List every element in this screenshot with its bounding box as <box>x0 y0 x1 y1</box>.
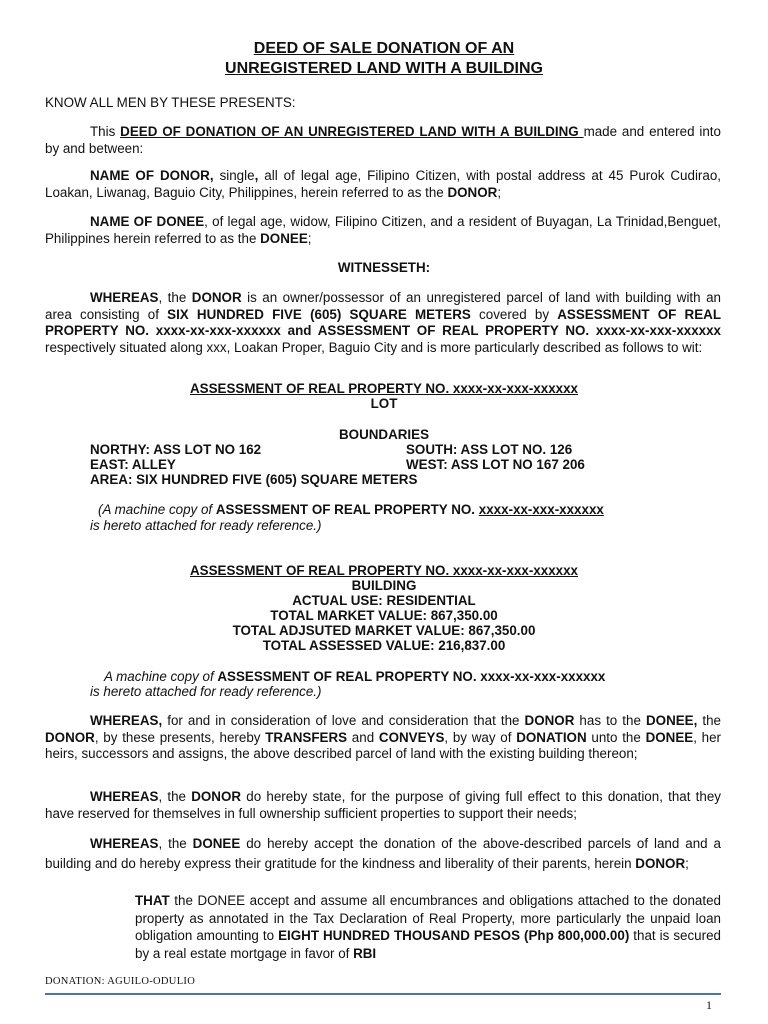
lot-arp-heading: ASSESSMENT OF REAL PROPERTY NO. xxxx-xx-xxx-xxxxxx <box>190 381 578 396</box>
building-arp-heading: ASSESSMENT OF REAL PROPERTY NO. xxxx-xx-xxx-xxxxxx <box>190 563 578 578</box>
lot-attachment-note: (A machine copy of ASSESSMENT OF REAL PROPERTY NO. xxxx-xx-xxx-xxxxxx <box>98 502 604 517</box>
that-paragraph: THAT the DONEE accept and assume all encumbrances and obligations attached to the donated property as annotated in the Tax Declaration of Real Property, more particularly the unpaid loan obligation amounting to EIGHT HUNDRED THOUSAND PESOS (Php 800,000.00) that is secured by a real estate mortgage in favor of RBI <box>135 893 721 961</box>
whereas-donation-paragraph: WHEREAS, for and in consideration of love and consideration that the DONOR has to the DONEE, the DONOR, by these presents, hereby TRANSFERS and CONVEYS, by way of DONATION unto the DONEE, her heirs, successors and assigns, the above described parcel of land with the existing building thereon; <box>45 713 722 761</box>
boundary-north: NORTHY: ASS LOT NO 162 <box>90 442 262 457</box>
boundary-south: SOUTH: ASS LOT NO. 126 <box>406 442 573 457</box>
whereas-accept-paragraph: WHEREAS, the DONEE do hereby accept the donation of the above-described parcels of land and a building and do hereby express their gratitude for the kindness and liberality of their parents, herein DONOR; <box>45 836 721 871</box>
boundary-west: WEST: ASS LOT NO 167 206 <box>406 457 585 472</box>
document-title-line2: UNREGISTERED LAND WITH A BUILDING <box>225 60 543 77</box>
donee-paragraph: NAME OF DONEE, of legal age, widow, Filipino Citizen, and a resident of Buyagan, La Trinidad,Benguet, Philippines herein referred to as the DONEE; <box>45 214 721 246</box>
boundaries-heading: BOUNDARIES <box>338 427 430 442</box>
building-label: BUILDING <box>351 578 417 593</box>
lot-label: LOT <box>370 396 398 411</box>
whereas-owner-paragraph: WHEREAS, the DONOR is an owner/possessor of an unregistered parcel of land with building with an area consisting of SIX HUNDRED FIVE (605) SQUARE METERS covered by ASSESSMENT OF REAL PROPERTY NO. xxxx-xx-xxx-xxxxxx and ASSESSMENT OF REAL PROPERTY NO. xxxx-xx-xxx-xxxxxx respectively situated along xxx, Loakan Proper, Baguio City and is more particularly described as follows to wit: <box>45 290 721 355</box>
boundary-east: EAST: ALLEY <box>90 457 176 472</box>
footer-divider <box>45 993 721 995</box>
know-all-men: KNOW ALL MEN BY THESE PRESENTS: <box>45 95 296 110</box>
lot-attachment-note-end: is hereto attached for ready reference.) <box>90 518 322 533</box>
total-assessed-value: TOTAL ASSESSED VALUE: 216,837.00 <box>262 638 506 653</box>
total-market-value: TOTAL MARKET VALUE: 867,350.00 <box>270 608 498 623</box>
document-title-line1: DEED OF SALE DONATION OF AN <box>253 40 515 57</box>
building-attachment-note-end: is hereto attached for ready reference.) <box>90 684 322 699</box>
donor-paragraph: NAME OF DONOR, single, all of legal age, Filipino Citizen, with postal address at 45 Purok Cudirao, Loakan, Liwanag, Baguio City, Philippines, herein referred to as the DONOR; <box>45 168 721 200</box>
intro-paragraph: This DEED OF DONATION OF AN UNREGISTERED LAND WITH A BUILDING made and entered into by and between: <box>45 124 721 156</box>
whereas-reserved-paragraph: WHEREAS, the DONOR do hereby state, for the purpose of giving full effect to this donation, that they have reserved for themselves in full ownership sufficient properties to support their needs; <box>45 789 721 821</box>
lot-area: AREA: SIX HUNDRED FIVE (605) SQUARE METERS <box>90 472 418 487</box>
witnesseth-heading: WITNESSETH: <box>337 260 431 275</box>
page-number: 1 <box>706 998 712 1012</box>
building-attachment-note: A machine copy of ASSESSMENT OF REAL PROPERTY NO. xxxx-xx-xxx-xxxxxx <box>104 669 606 684</box>
total-adjusted-market-value: TOTAL ADJSUTED MARKET VALUE: 867,350.00 <box>232 623 536 638</box>
footer-label: DONATION: AGUILO-ODULIO <box>45 976 196 987</box>
actual-use: ACTUAL USE: RESIDENTIAL <box>292 593 476 608</box>
